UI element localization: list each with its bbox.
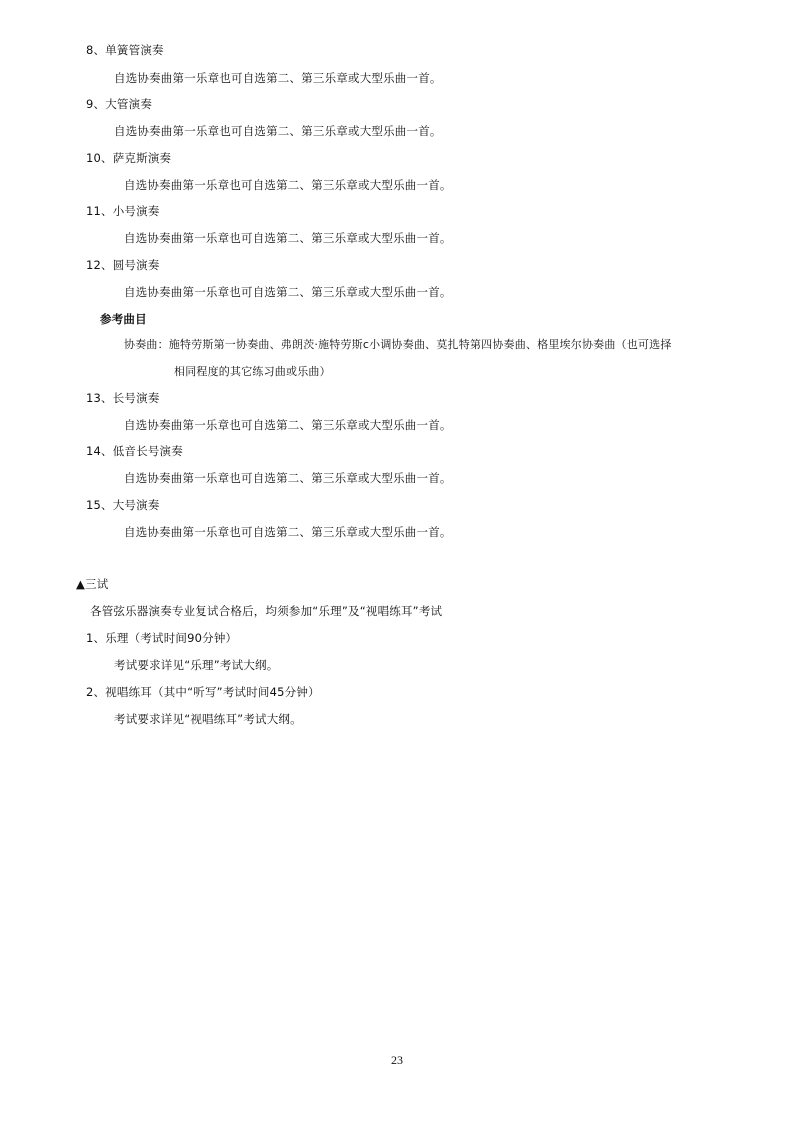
item-15-body: 自选协奏曲第一乐章也可自选第二、第三乐章或大型乐曲一首。 <box>124 525 452 539</box>
section-3-intro: 各管弦乐器演奏专业复试合格后，均须参加“乐理”及“视唱练耳”考试 <box>90 604 443 618</box>
item-15-heading: 15、大号演奏 <box>86 498 160 512</box>
item-13-heading: 13、长号演奏 <box>86 391 160 405</box>
section-3-item-1-heading: 1、乐理（考试时间90分钟） <box>86 631 238 645</box>
item-13-body: 自选协奏曲第一乐章也可自选第二、第三乐章或大型乐曲一首。 <box>124 418 452 432</box>
item-10-body: 自选协奏曲第一乐章也可自选第二、第三乐章或大型乐曲一首。 <box>124 178 452 192</box>
item-8-body: 自选协奏曲第一乐章也可自选第二、第三乐章或大型乐曲一首。 <box>114 71 442 85</box>
reference-title: 参考曲目 <box>100 312 147 326</box>
section-3-title: ▲三试 <box>76 577 109 591</box>
section-3-item-1-body: 考试要求详见“乐理”考试大纲。 <box>114 658 279 672</box>
item-11-heading: 11、小号演奏 <box>86 204 160 218</box>
item-12-body: 自选协奏曲第一乐章也可自选第二、第三乐章或大型乐曲一首。 <box>124 285 452 299</box>
item-14-body: 自选协奏曲第一乐章也可自选第二、第三乐章或大型乐曲一首。 <box>124 471 452 485</box>
item-11-body: 自选协奏曲第一乐章也可自选第二、第三乐章或大型乐曲一首。 <box>124 231 452 245</box>
item-9-heading: 9、大管演奏 <box>86 97 153 111</box>
item-12-heading: 12、圆号演奏 <box>86 258 160 272</box>
reference-line-2: 相同程度的其它练习曲或乐曲） <box>174 365 331 378</box>
item-8-heading: 8、单簧管演奏 <box>86 43 164 57</box>
item-10-heading: 10、萨克斯演奏 <box>86 151 172 165</box>
section-3-item-2-body: 考试要求详见“视唱练耳”考试大纲。 <box>114 712 302 726</box>
item-14-heading: 14、低音长号演奏 <box>86 444 183 458</box>
section-3-item-2-heading: 2、视唱练耳（其中“听写”考试时间45分钟） <box>86 685 320 699</box>
item-9-body: 自选协奏曲第一乐章也可自选第二、第三乐章或大型乐曲一首。 <box>114 124 442 138</box>
reference-line-1: 协奏曲：施特劳斯第一协奏曲、弗朗茨·施特劳斯c小调协奏曲、莫扎特第四协奏曲、格里埃尔协奏曲（也可选择 <box>124 338 672 351</box>
page-number: 23 <box>391 1053 403 1067</box>
